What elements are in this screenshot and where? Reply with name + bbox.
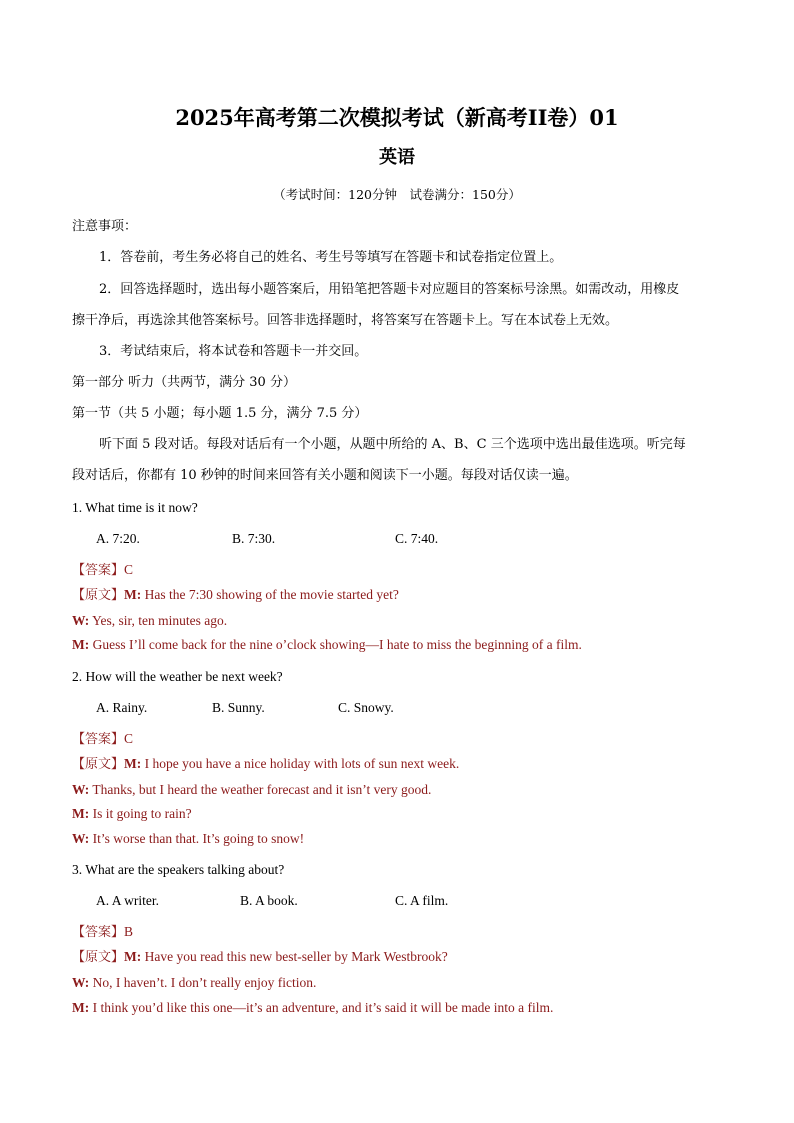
option-a: A. Rainy. — [96, 700, 148, 715]
instructions-line-1: 听下面 5 段对话。每段对话后有一个小题，从题中所给的 A、B、C 三个选项中选出最佳选项。听完每 — [99, 437, 686, 452]
speaker: W: — [72, 782, 90, 797]
answer-line — [72, 923, 133, 942]
notice-item-2-line-1: 2．回答选择题时，选出每小题答案后，用铅笔把答题卡对应题目的答案标号涂黑。如需改动，用橡皮 — [99, 282, 680, 297]
transcript-line — [72, 948, 448, 967]
answer-line — [72, 561, 133, 580]
question-1: 1. What time is it now? — [72, 500, 198, 515]
transcript-label: 【原文】 — [72, 757, 125, 772]
speaker: W: — [72, 831, 90, 846]
transcript-line — [72, 612, 227, 630]
transcript-text: Have you read this new best-seller by Mark Westbrook? — [141, 949, 448, 964]
transcript-line — [72, 805, 192, 823]
transcript-line — [72, 636, 582, 654]
notice-heading: 注意事项： — [72, 219, 138, 234]
answer-value: B — [124, 924, 134, 939]
speaker: W: — [72, 613, 90, 628]
question-2: 2. How will the weather be next week? — [72, 669, 283, 684]
answer-label: 【答案】 — [72, 925, 125, 940]
page-title: 2025年高考第二次模拟考试（新高考II卷）01 — [175, 105, 619, 130]
option-a: A. 7:20. — [96, 531, 140, 546]
answer-label: 【答案】 — [72, 563, 125, 578]
part-1-heading: 第一部分 听力（共两节，满分 30 分） — [72, 375, 296, 390]
notice-item-1: 1．答卷前，考生务必将自己的姓名、考生号等填写在答题卡和试卷指定位置上。 — [99, 250, 563, 265]
speaker: M: — [124, 756, 142, 771]
answer-line — [72, 730, 133, 749]
transcript-text: Guess I’ll come back for the nine o’clock showing—I hate to miss the beginning of a film. — [89, 637, 582, 652]
transcript-line — [72, 781, 431, 799]
option-c: C. 7:40. — [395, 531, 439, 546]
option-b: B. A book. — [240, 893, 298, 908]
option-b: B. Sunny. — [212, 700, 265, 715]
section-1-heading: 第一节（共 5 小题；每小题 1.5 分，满分 7.5 分） — [72, 406, 368, 421]
transcript-text: Thanks, but I heard the weather forecast and it isn’t very good. — [89, 782, 432, 797]
speaker: M: — [124, 949, 142, 964]
transcript-text: Yes, sir, ten minutes ago. — [89, 613, 228, 628]
option-c: C. Snowy. — [338, 700, 394, 715]
option-c: C. A film. — [395, 893, 449, 908]
answer-value: C — [124, 731, 134, 746]
transcript-text: I think you’d like this one—it’s an adventure, and it’s said it will be made into a film. — [89, 1000, 554, 1015]
speaker: M: — [124, 587, 142, 602]
question-3: 3. What are the speakers talking about? — [72, 862, 285, 877]
transcript-text: Is it going to rain? — [89, 806, 192, 821]
transcript-line — [72, 755, 459, 774]
transcript-line — [72, 586, 399, 605]
transcript-label: 【原文】 — [72, 950, 125, 965]
transcript-line — [72, 999, 553, 1017]
transcript-text: It’s worse than that. It’s going to snow! — [89, 831, 305, 846]
notice-item-2-line-2: 擦干净后，再选涂其他答案标号。回答非选择题时，将答案写在答题卡上。写在本试卷上无效。 — [72, 313, 619, 328]
option-b: B. 7:30. — [232, 531, 276, 546]
transcript-line — [72, 830, 304, 848]
answer-value: C — [124, 562, 134, 577]
exam-meta: （考试时间：120分钟 试卷满分：150分） — [273, 187, 521, 202]
transcript-line — [72, 974, 316, 992]
instructions-line-2: 段对话后，你都有 10 秒钟的时间来回答有关小题和阅读下一小题。每段对话仅读一遍。 — [72, 468, 578, 483]
speaker: M: — [72, 1000, 90, 1015]
notice-item-3: 3．考试结束后，将本试卷和答题卡一并交回。 — [99, 344, 368, 359]
subject-heading: 英语 — [379, 147, 415, 168]
answer-label: 【答案】 — [72, 732, 125, 747]
transcript-label: 【原文】 — [72, 588, 125, 603]
transcript-text: I hope you have a nice holiday with lots of sun next week. — [141, 756, 460, 771]
speaker: W: — [72, 975, 90, 990]
speaker: M: — [72, 806, 90, 821]
transcript-text: Has the 7:30 showing of the movie started yet? — [141, 587, 399, 602]
transcript-text: No, I haven’t. I don’t really enjoy fiction. — [89, 975, 317, 990]
option-a: A. A writer. — [96, 893, 159, 908]
speaker: M: — [72, 637, 90, 652]
